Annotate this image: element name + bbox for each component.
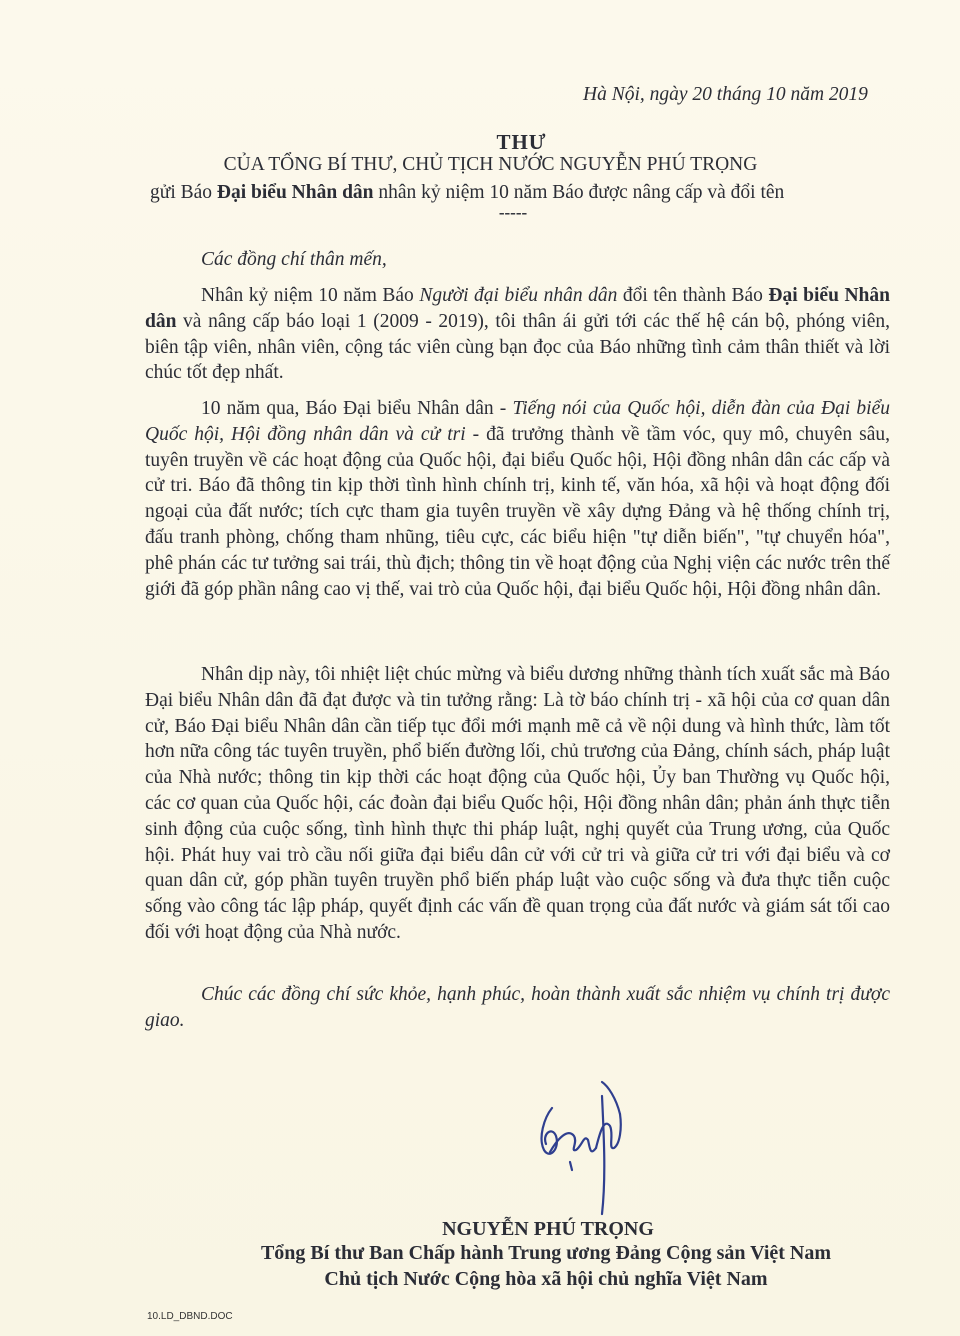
handwritten-signature xyxy=(530,1078,640,1218)
p2-slogan: Tiếng nói của Quốc hội, diễn đàn của Đại biểu Quốc hội, Hội đồng nhân dân và cử tri xyxy=(145,398,890,445)
paragraph-1 xyxy=(145,283,890,386)
letter-subtitle: CỦA TỔNG BÍ THƯ, CHỦ TỊCH NƯỚC NGUYỄN PHÚ TRỌNG xyxy=(223,154,758,175)
header-divider: ----- xyxy=(498,203,528,222)
p2-part-a: 10 năm qua, Báo Đại biểu Nhân dân - xyxy=(201,398,513,419)
salutation: Các đồng chí thân mến, xyxy=(201,249,387,270)
paragraph-3: Nhân dịp này, tôi nhiệt liệt chúc mừng và biểu dương những thành tích xuất sắc mà Báo Đại biểu Nhân dân đã đạt được và tin tưởng rằng: Là tờ báo chính trị - xã hội của cơ quan dân cử, Báo Đại biểu Nhân dân cần tiếp tục đổi mới mạnh mẽ cả về nội dung và hình thức, làm tốt hơn nữa công tác tuyên truyền, phổ biến đường lối, chủ trương của Đảng, chính sách, pháp luật của Nhà nước; thông tin kịp thời các hoạt động của Quốc hội, Ủy ban Thường vụ Quốc hội, các cơ quan của Quốc hội, các đoàn đại biểu Quốc hội, Hội đồng nhân dân; phản ánh thực tiễn sinh động của cuộc sống, tình hình thực thi pháp luật, nghị quyết của Trung ương, của Quốc hội. Phát huy vai trò cầu nối giữa đại biểu dân cử với cử tri và giữa cử tri với đại biểu và cơ quan dân cử, góp phần tuyên truyền phổ biến pháp luật vào cuộc sống và đưa thực tiễn cuộc sống vào công tác lập pháp, quyết định các vấn đề quan trọng của đất nước và giám sát tối cao đối với hoạt động của Nhà nước. xyxy=(145,664,890,943)
p2-part-b: - đã trưởng thành về tầm vóc, quy mô, chuyên sâu, tuyên truyền về các hoạt động của Quốc hội, đại biểu Quốc hội, Hội đồng nhân dân các cấp và cử tri. Báo đã thông tin kịp thời tình hình chính trị, kinh tế, văn hóa, xã hội và hoạt động đối ngoại của đất nước; tích cực tham gia tuyên truyền về xây dựng Đảng và hệ thống chính trị, đấu tranh phòng, chống tham nhũng, tiêu cực, các biểu hiện "tự diễn biến", "tự chuyển hóa", phê phán các tư tưởng sai trái, thù địch; thông tin về hoạt động của Nghị viện các nước trên thế giới đã góp phần nâng cao vị thế, vai trò của Quốc hội, đại biểu Quốc hội, Hội đồng nhân dân. xyxy=(145,423,890,600)
p1-part-c: và nâng cấp báo loại 1 (2009 - 2019), tôi thân ái gửi tới các thế hệ cán bộ, phóng viên, biên tập viên, nhân viên, cộng tác viên cùng bạn đọc của Báo những tình cảm thân thiết và lời chúc tốt đẹp nhất. xyxy=(145,310,890,384)
letter-title: THƯ xyxy=(496,130,547,154)
p1-part-b: đổi tên thành Báo xyxy=(617,285,769,306)
letter-recipient-line xyxy=(150,182,910,204)
recipient-newspaper-name: Đại biểu Nhân dân xyxy=(216,182,374,203)
dateline: Hà Nội, ngày 20 tháng 10 năm 2019 xyxy=(583,84,868,105)
recipient-prefix: gửi Báo xyxy=(150,182,217,203)
signer-position-2: Chủ tịch Nước Cộng hòa xã hội chủ nghĩa Việt Nam xyxy=(324,1268,768,1290)
file-reference: 10.LD_DBND.DOC xyxy=(147,1311,233,1322)
closing-wishes: Chúc các đồng chí sức khỏe, hạnh phúc, hoàn thành xuất sắc nhiệm vụ chính trị được giao. xyxy=(145,984,890,1031)
paragraph-2 xyxy=(145,396,890,602)
p1-old-name: Người đại biểu nhân dân xyxy=(419,285,618,306)
p1-new-name: Đại biểu Nhân dân xyxy=(145,285,890,332)
p1-part-a: Nhân kỷ niệm 10 năm Báo xyxy=(201,285,420,306)
recipient-occasion: nhân kỷ niệm 10 năm Báo được nâng cấp và đổi tên xyxy=(373,182,785,203)
signer-position-1: Tổng Bí thư Ban Chấp hành Trung ương Đảng Cộng sản Việt Nam xyxy=(260,1242,832,1264)
signer-name: NGUYỄN PHÚ TRỌNG xyxy=(442,1218,654,1240)
